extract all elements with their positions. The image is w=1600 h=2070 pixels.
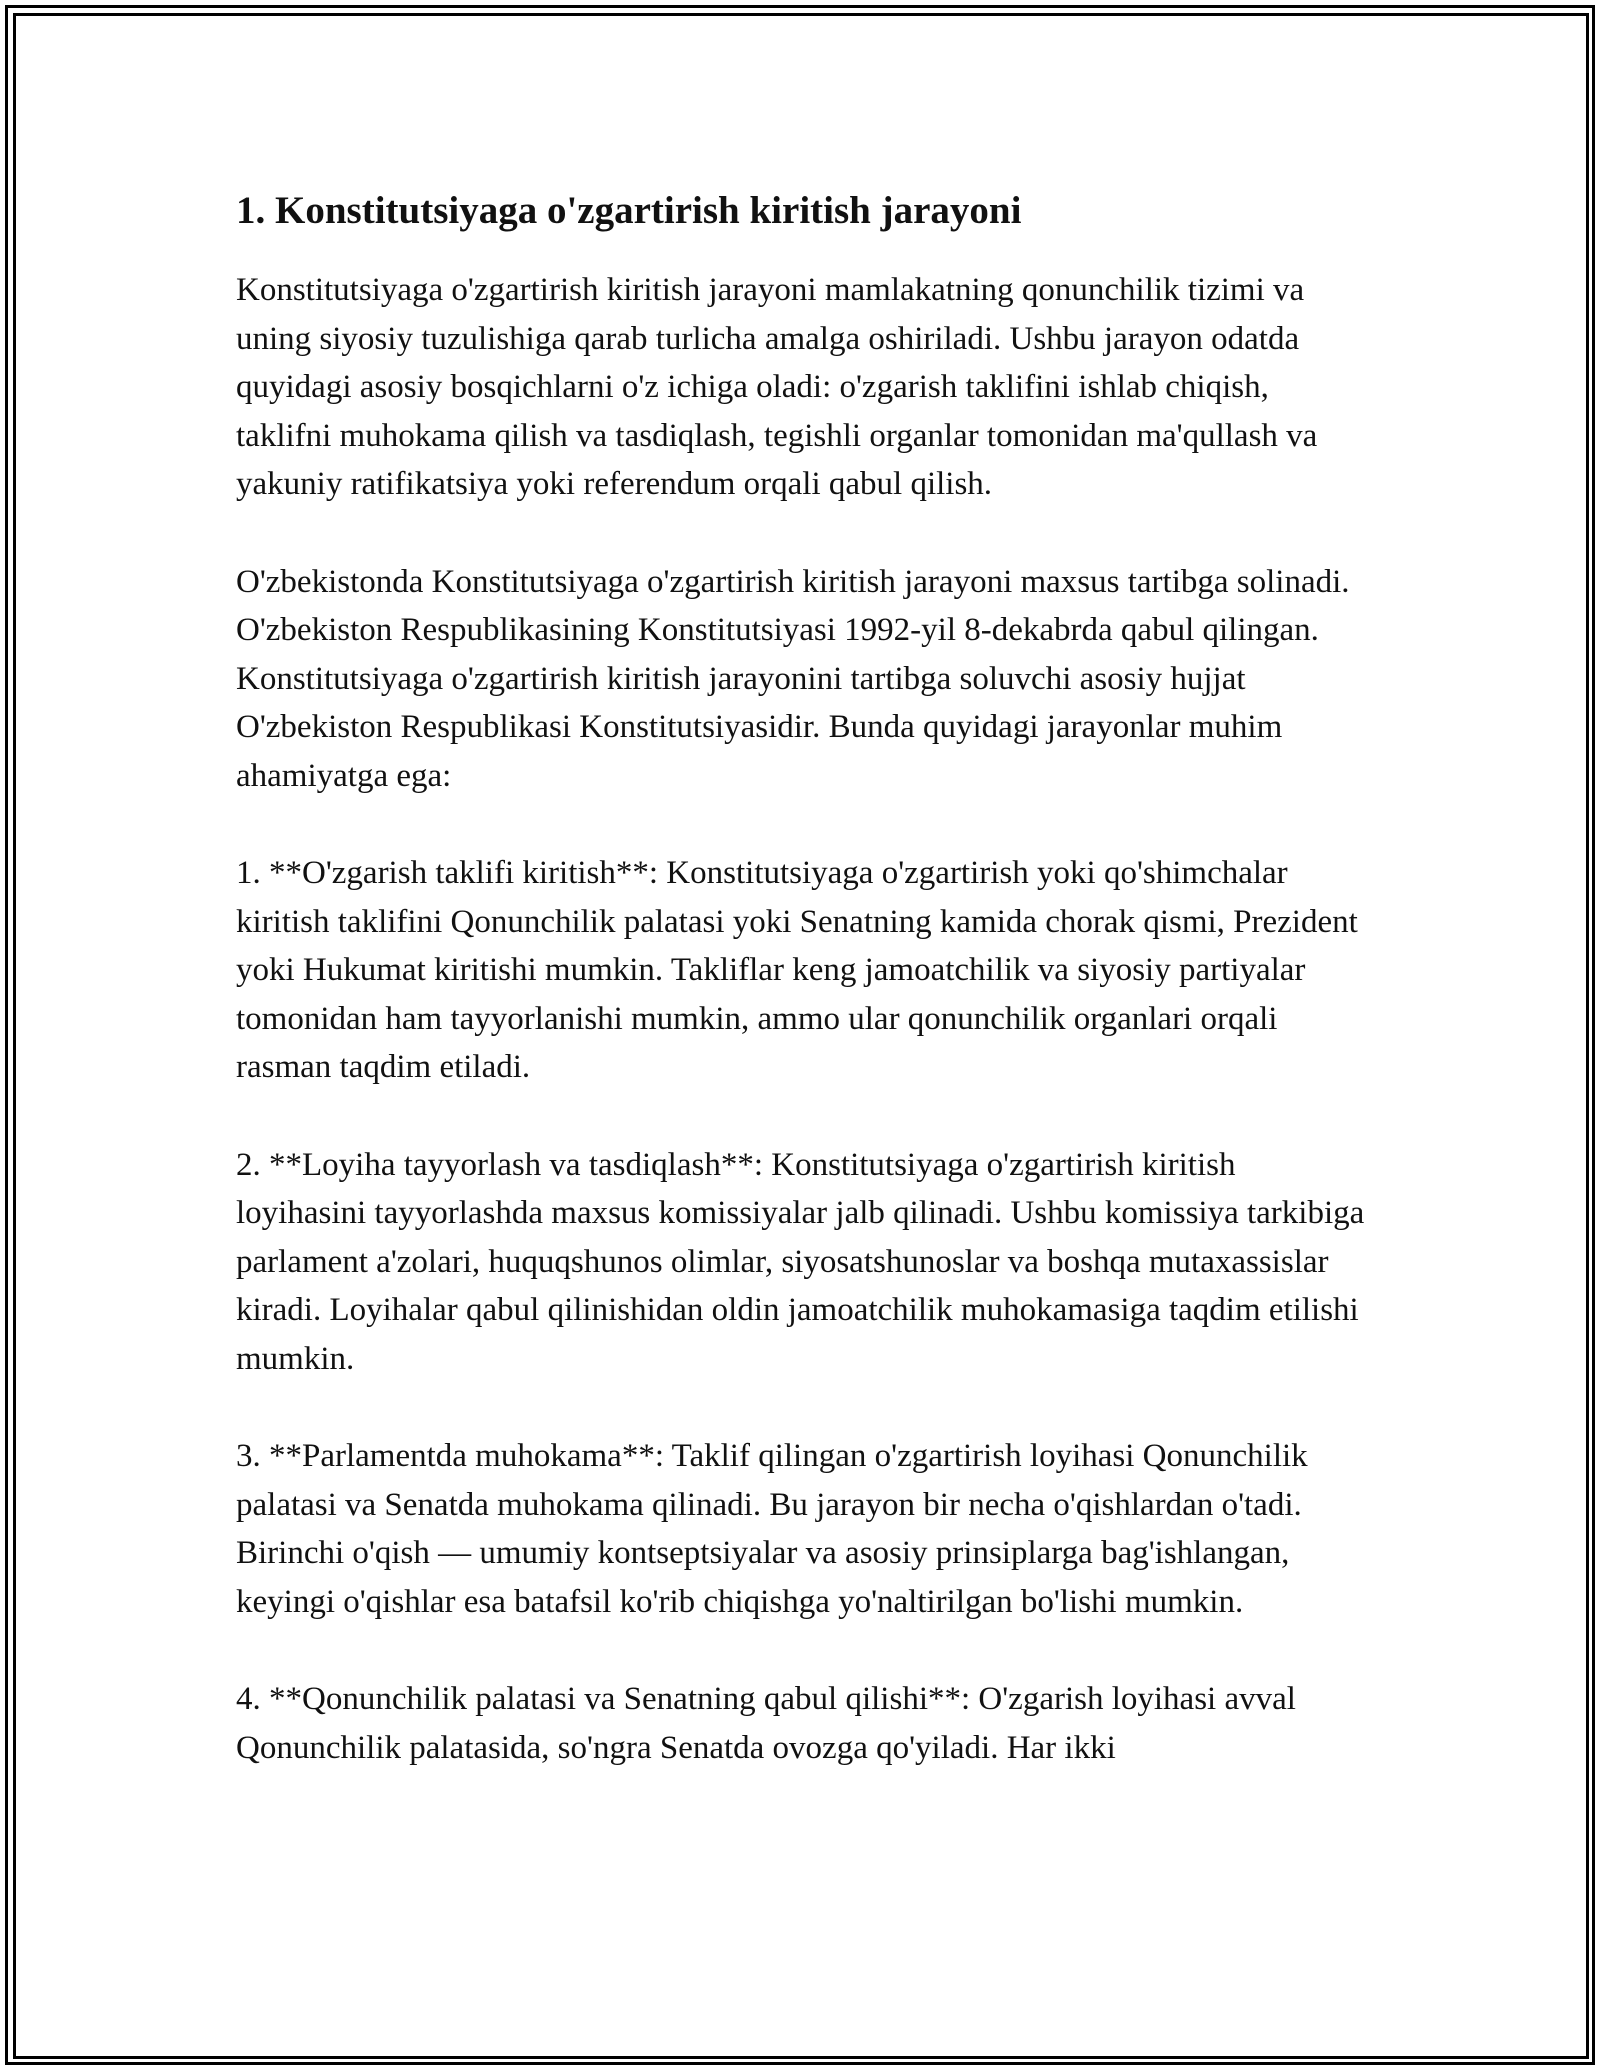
paragraph-step-3: 3. **Parlamentda muhokama**: Taklif qilingan o'zgartirish loyihasi Qonunchilik palatasi va Senatda muhokama qilinadi. Bu jarayon bir necha o'qishlardan o'tadi. Birinchi o'qish — umumiy kontseptsiyalar va asosiy prinsiplarga bag'ishlangan, keyingi o'qishlar esa batafsil ko'rib chiqishga yo'naltirilgan bo'lishi mumkin. (236, 1438, 1308, 1620)
paragraph-intro: Konstitutsiyaga o'zgartirish kiritish jarayoni mamlakatning qonunchilik tizimi va uning siyosiy tuzulishiga qarab turlicha amalga oshiriladi. Ushbu jarayon odatda quyidagi asosiy bosqichlarni o'z ichiga oladi: o'zgarish taklifini ishlab chiqish, taklifni muhokama qilish va tasdiqlash, tegishli organlar tomonidan ma'qullash va yakuniy ratifikatsiya yoki referendum orqali qabul qilish. (236, 272, 1318, 502)
paragraph-step-4: 4. **Qonunchilik palatasi va Senatning qabul qilishi**: O'zgarish loyihasi avval Qonunchilik palatasida, so'ngra Senatda ovozga qo'yiladi. Har ikki (236, 1681, 1296, 1766)
paragraph-step-1: 1. **O'zgarish taklifi kiritish**: Konstitutsiyaga o'zgartirish yoki qo'shimchalar kiritish taklifini Qonunchilik palatasi yoki Senatning kamida chorak qismi, Prezident yoki Hukumat kiritishi mumkin. Takliflar keng jamoatchilik va siyosiy partiyalar tomonidan ham tayyorlanishi mumkin, ammo ular qonunchilik organlari orqali rasman taqdim etiladi. (236, 855, 1358, 1085)
document-body (236, 184, 1366, 1821)
section-heading: 1. Konstitutsiyaga o'zgartirish kiritish jarayoni (236, 189, 1022, 232)
paragraph-step-2: 2. **Loyiha tayyorlash va tasdiqlash**: Konstitutsiyaga o'zgartirish kiritish loyihasini tayyorlashda maxsus komissiyalar jalb qilinadi. Ushbu komissiya tarkibiga parlament a'zolari, huquqshunos olimlar, siyosatshunoslar va boshqa mutaxassislar kiradi. Loyihalar qabul qilinishidan oldin jamoatchilik muhokamasiga taqdim etilishi mumkin. (236, 1146, 1365, 1377)
paragraph-uzbekistan: O'zbekistonda Konstitutsiyaga o'zgartirish kiritish jarayoni maxsus tartibga solinadi. O'zbekiston Respublikasining Konstitutsiyasi 1992-yil 8-dekabrda qabul qilingan. Konstitutsiyaga o'zgartirish kiritish jarayonini tartibga soluvchi asosiy hujjat O'zbekiston Respublikasi Konstitutsiyasidir. Bunda quyidagi jarayonlar muhim ahamiyatga ega: (236, 563, 1350, 794)
